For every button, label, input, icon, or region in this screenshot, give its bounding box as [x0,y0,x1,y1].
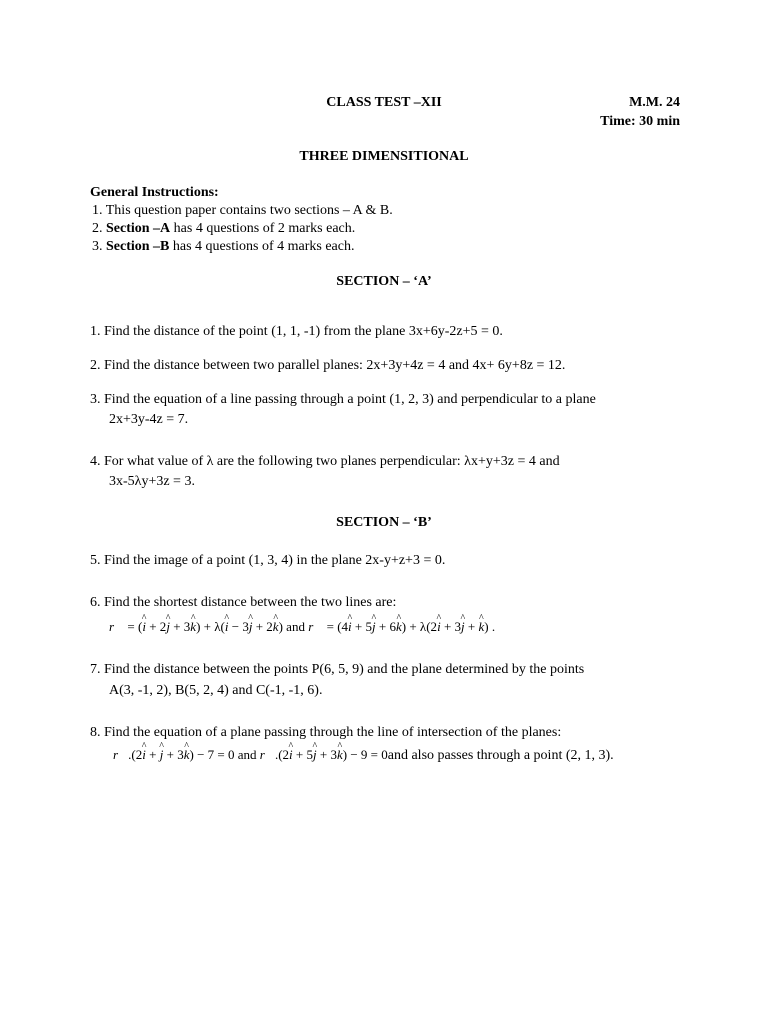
question-7-cont: A(3, -1, 2), B(5, 2, 4) and C(-1, -1, 6). [109,683,323,698]
question-7: 7. Find the distance between the points P(6, 5, 9) and the plane determined by the points [90,662,585,677]
question-8-equation: r⃗.(2i ^ + j ^ + 3k ^) − 7 = 0 and r⃗.(2i ^ + 5j ^ + 3k ^) − 9 = 0and also passes through a point (2, 1, 3). [113,746,614,764]
instructions-heading: General Instructions: [90,185,219,200]
question-5: 5. Find the image of a point (1, 3, 4) in the plane 2x-y+z+3 = 0. [90,553,446,568]
question-2: 2. Find the distance between two parallel planes: 2x+3y+4z = 4 and 4x+ 6y+8z = 12. [90,358,566,373]
question-8: 8. Find the equation of a plane passing through the line of intersection of the planes: [90,725,562,740]
section-a-heading: SECTION – ‘A’ [336,274,432,289]
question-4-cont: 3x-5λy+3z = 3. [109,474,195,489]
question-4: 4. For what value of λ are the following two planes perpendicular: λx+y+3z = 4 and [90,454,560,469]
question-3: 3. Find the equation of a line passing through a point (1, 2, 3) and perpendicular to a plane [90,392,596,407]
question-6: 6. Find the shortest distance between the two lines are: [90,595,397,610]
topic-heading: THREE DIMENSITIONAL [299,149,469,164]
max-marks: M.M. 24 [629,95,680,110]
instruction-item: 1. This question paper contains two sections – A & B. [92,203,393,218]
section-b-heading: SECTION – ‘B’ [336,515,432,530]
time-allowed: Time: 30 min [600,114,680,129]
instruction-item: 2. Section –A has 4 questions of 2 marks each. [92,221,356,236]
question-3-cont: 2x+3y-4z = 7. [109,412,189,427]
test-title: CLASS TEST –XII [326,95,442,110]
question-6-equation: r⃗ = (i ^ + 2j ^ + 3k ^) + λ(i ^ − 3j ^ + 2k ^) and r⃗ = (4i ^ + 5j ^ + 6k ^) + λ(2i ^ + 3j ^ + k ^) . [109,618,495,635]
question-1: 1. Find the distance of the point (1, 1, -1) from the plane 3x+6y-2z+5 = 0. [90,324,503,339]
instruction-item: 3. Section –B has 4 questions of 4 marks each. [92,239,355,254]
